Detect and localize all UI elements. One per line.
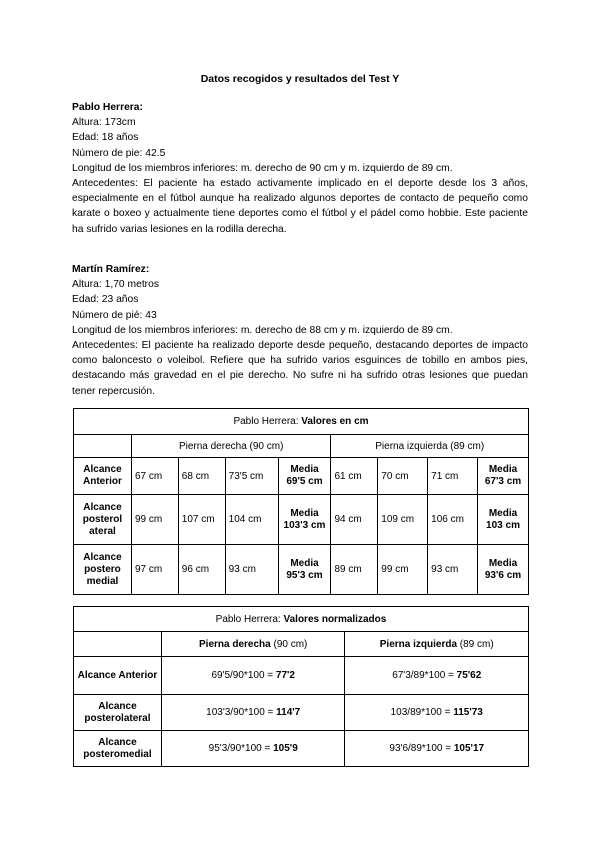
row-label: Alcance posterol ateral xyxy=(74,495,132,545)
patient-1-height: Altura: 173cm xyxy=(72,117,136,129)
row-label: Alcance posterolateral xyxy=(74,695,162,731)
result: 75'62 xyxy=(456,670,482,681)
table-row xyxy=(74,545,529,595)
value-cell: 106 cm xyxy=(428,495,478,545)
average-cell: Media 95'3 cm xyxy=(278,545,331,595)
right-leg-header-rest: (90 cm) xyxy=(270,638,308,650)
value-cell: 68 cm xyxy=(178,458,225,495)
patient-2-height: Altura: 1,70 metros xyxy=(72,279,159,291)
patient-1-shoe: Número de pie: 42.5 xyxy=(72,147,166,159)
table-1-left-leg-header: Pierna izquierda (89 cm) xyxy=(331,435,529,458)
formula: 69'5/90*100 = xyxy=(211,670,276,681)
patient-2-name: Martín Ramírez: xyxy=(72,264,150,275)
average-cell: Media 103 cm xyxy=(478,495,529,545)
value-cell: 99 cm xyxy=(378,545,428,595)
normalized-values-table xyxy=(73,606,529,767)
patient-1-name: Pablo Herrera: xyxy=(72,102,143,113)
table-1-caption xyxy=(74,409,529,435)
document-title: Datos recogidos y resultados del Test Y xyxy=(200,73,400,85)
formula-cell xyxy=(161,657,345,695)
table-1-caption-prefix: Pablo Herrera: xyxy=(233,416,302,427)
result: 115'73 xyxy=(453,707,483,718)
average-cell: Media 93'6 cm xyxy=(478,545,529,595)
table-row xyxy=(74,495,529,545)
value-cell: 94 cm xyxy=(331,495,378,545)
result: 77'2 xyxy=(275,670,295,681)
table-1-caption-bold: Valores en cm xyxy=(301,416,369,427)
average-cell: Media 69'5 cm xyxy=(278,458,331,495)
table-row xyxy=(74,458,529,495)
result: 105'9 xyxy=(273,743,298,754)
table-row xyxy=(74,695,529,731)
value-cell: 109 cm xyxy=(378,495,428,545)
value-cell: 96 cm xyxy=(178,545,225,595)
table-row xyxy=(74,657,529,695)
patient-1-block xyxy=(72,100,528,237)
formula: 95'3/90*100 = xyxy=(208,743,274,754)
formula: 103'3/90*100 = xyxy=(206,707,277,718)
patient-2-age: Edad: 23 años xyxy=(72,294,139,306)
value-cell: 89 cm xyxy=(331,545,378,595)
formula: 93'6/89*100 = xyxy=(389,743,454,754)
row-label: Alcance postero medial xyxy=(74,545,132,595)
value-cell: 97 cm xyxy=(131,545,178,595)
patient-1-legs: Longitud de los miembros inferiores: m. derecho de 90 cm y m. izquierdo de 89 cm. xyxy=(72,162,453,174)
value-cell: 93 cm xyxy=(225,545,278,595)
row-label: Alcance Anterior xyxy=(74,458,132,495)
table-1-right-leg-header: Pierna derecha (90 cm) xyxy=(131,435,331,458)
formula-cell xyxy=(161,731,345,767)
value-cell: 71 cm xyxy=(428,458,478,495)
patient-2-legs: Longitud de los miembros inferiores: m. derecho de 88 cm y m. izquierdo de 89 cm. xyxy=(72,324,453,336)
formula-cell xyxy=(345,731,529,767)
table-1-corner-cell xyxy=(74,435,132,458)
table-2-right-leg-header xyxy=(161,632,345,657)
result: 114'7 xyxy=(276,707,301,718)
table-2-caption-bold: Valores normalizados xyxy=(283,613,387,625)
right-leg-header-bold: Pierna derecha xyxy=(199,638,271,650)
left-leg-header-bold: Pierna izquierda xyxy=(379,638,458,650)
patient-2-block xyxy=(72,262,528,399)
formula-cell xyxy=(345,657,529,695)
table-2-caption-prefix: Pablo Herrera: xyxy=(215,613,284,625)
average-cell: Media 67'3 cm xyxy=(478,458,529,495)
left-leg-header-rest: (89 cm) xyxy=(457,638,494,650)
formula: 67'3/89*100 = xyxy=(392,670,457,681)
row-label: Alcance Anterior xyxy=(74,657,162,695)
average-cell: Media 103'3 cm xyxy=(278,495,331,545)
value-cell: 73'5 cm xyxy=(225,458,278,495)
formula-cell xyxy=(345,695,529,731)
value-cell: 61 cm xyxy=(331,458,378,495)
table-2-corner-cell xyxy=(74,632,162,657)
row-label: Alcance posteromedial xyxy=(74,731,162,767)
value-cell: 67 cm xyxy=(131,458,178,495)
patient-2-history: Antecedentes: El paciente ha realizado deporte desde pequeño, destacando deportes de impacto como baloncesto o voleibol. Refiere que ha sufrido varios esguinces de tobillo en ambos pies, destacando más gravedad en el pie derecho. No sufre ni ha sufrido otras lesiones que puedan tener repercusión. xyxy=(72,340,528,397)
value-cell: 104 cm xyxy=(225,495,278,545)
patient-1-age: Edad: 18 años xyxy=(72,132,139,144)
table-2-caption xyxy=(74,607,529,632)
value-cell: 107 cm xyxy=(178,495,225,545)
raw-values-table xyxy=(73,408,529,595)
value-cell: 99 cm xyxy=(131,495,178,545)
value-cell: 93 cm xyxy=(428,545,478,595)
value-cell: 70 cm xyxy=(378,458,428,495)
table-row xyxy=(74,731,529,767)
result: 105'17 xyxy=(453,743,485,754)
table-2-left-leg-header xyxy=(345,632,529,657)
formula: 103/89*100 = xyxy=(390,707,454,718)
formula-cell xyxy=(161,695,345,731)
patient-1-history: Antecedentes: El paciente ha estado activamente implicado en el deporte desde los 3 años, especialmente en el fútbol aunque ha realizado algunos deportes de contacto de pequeño como karate o boxeo y actualmente tiene deportes como el fútbol y el pádel como hobbie. Este paciente ha sufrido varias lesiones en la rodilla derecha. xyxy=(72,178,528,235)
patient-2-shoe: Número de pié: 43 xyxy=(72,309,157,321)
